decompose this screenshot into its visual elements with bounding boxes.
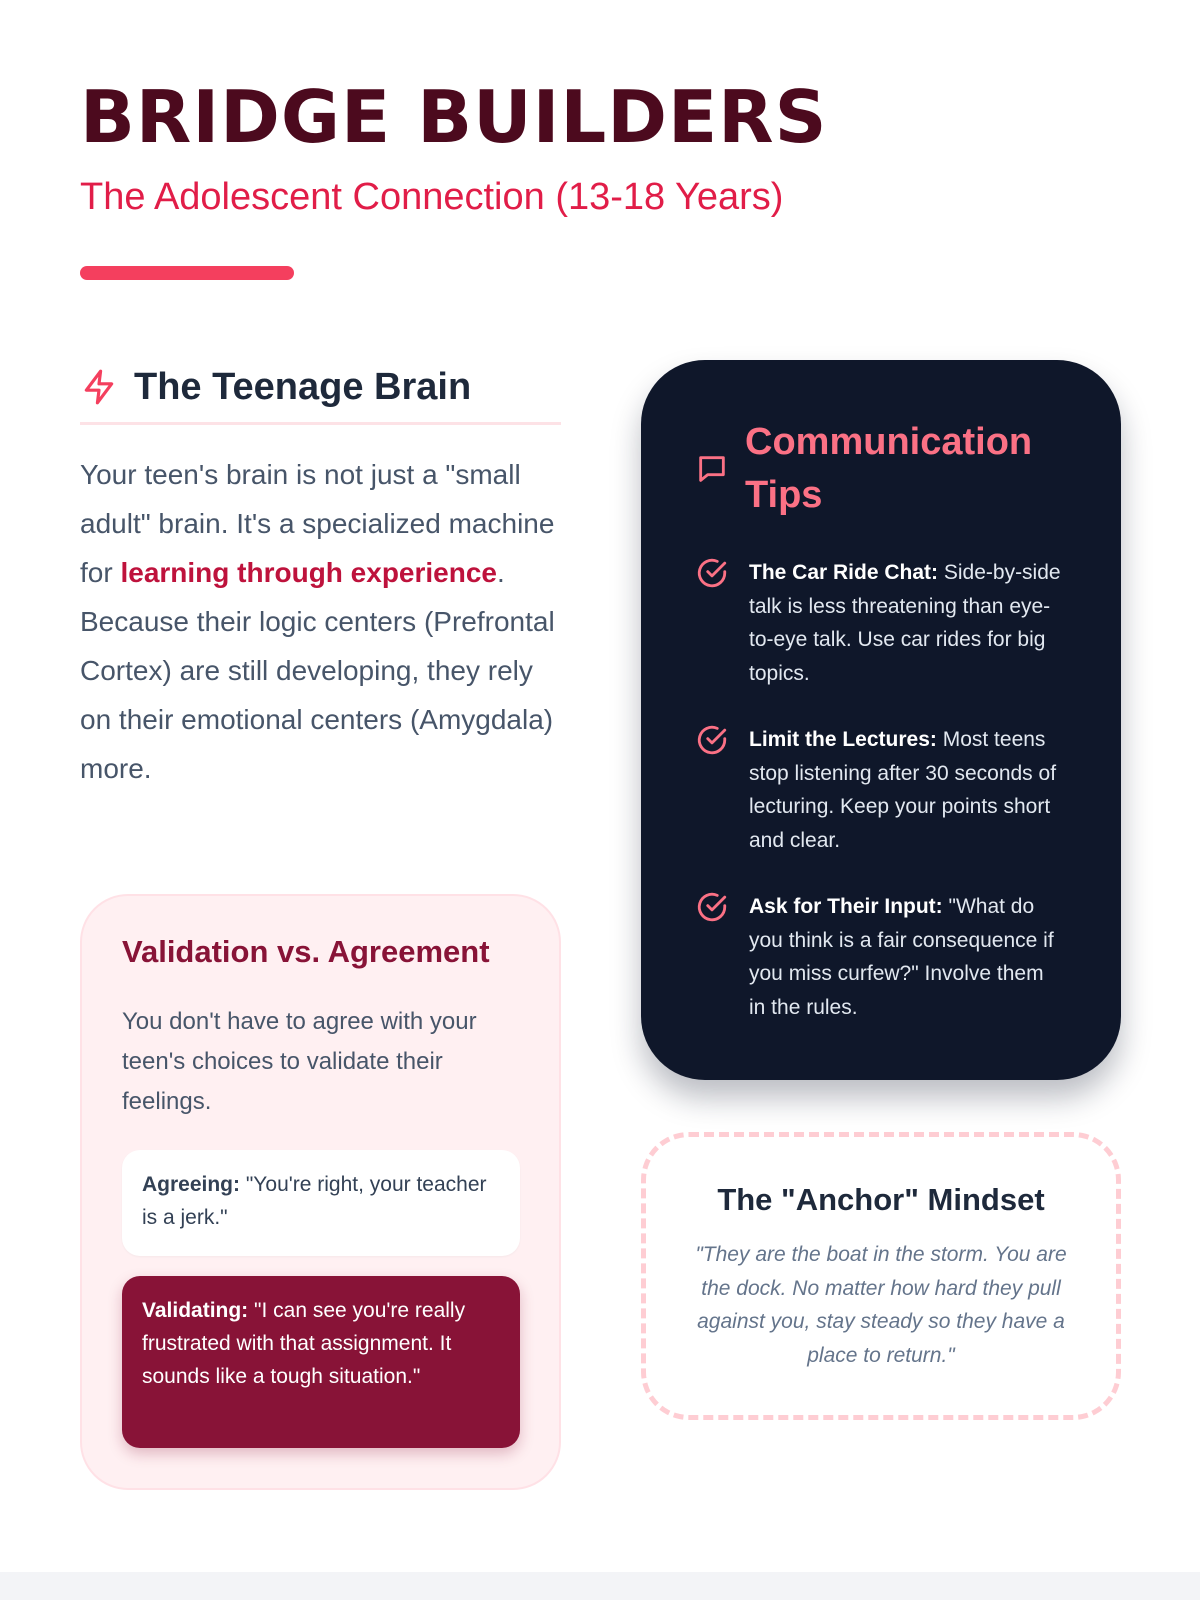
brain-text-highlight: learning through experience	[120, 557, 497, 588]
tip-text	[749, 723, 1065, 857]
teenage-brain-heading: The Teenage Brain	[134, 366, 472, 408]
tip-item	[695, 556, 1065, 690]
page-subtitle: The Adolescent Connection (13-18 Years)	[80, 176, 784, 218]
tip-text	[749, 890, 1065, 1024]
chat-bubble-icon	[695, 452, 729, 486]
validation-description: You don't have to agree with your teen's choices to validate their feelings.	[122, 1008, 477, 1115]
teenage-brain-header	[80, 360, 561, 425]
tip-item	[695, 723, 1065, 857]
brain-text-part-2: . Because their logic centers (Prefrontal Cortex) are still developing, they rely on their emotional centers (Amygdala) more.	[80, 557, 555, 784]
bottom-strip	[0, 1572, 1200, 1600]
validating-label: Validating:	[142, 1299, 249, 1322]
agreeing-label: Agreeing:	[142, 1173, 241, 1196]
accent-divider	[80, 266, 294, 280]
tips-header	[695, 416, 1075, 522]
tip-body: Side-by-side talk is less threatening than eye-to-eye talk. Use car rides for big topics.	[749, 561, 1061, 685]
tip-body: Most teens stop listening after 30 seconds of lecturing. Keep your points short and clear.	[749, 728, 1057, 852]
tip-body: "What do you think is a fair consequence if you miss curfew?" Involve them in the rules.	[749, 895, 1054, 1019]
anchor-quote: "They are the boat in the storm. You are the dock. No matter how hard they pull against you, stay steady so they have a place to return."	[695, 1243, 1067, 1367]
check-circle-icon	[695, 723, 729, 757]
tip-text	[749, 556, 1065, 690]
tip-title: Ask for Their Input:	[749, 895, 943, 918]
teenage-brain-text	[80, 450, 564, 793]
brain-text-part-1: Your teen's brain is not just a "small adult" brain. It's a specialized machine for	[80, 459, 555, 588]
agreeing-example	[122, 1150, 520, 1256]
validating-text: "I can see you're really frustrated with that assignment. It sounds like a tough situation."	[142, 1299, 466, 1388]
lightning-icon	[80, 368, 118, 406]
anchor-heading: The "Anchor" Mindset	[717, 1182, 1045, 1217]
tip-title: The Car Ride Chat:	[749, 561, 939, 584]
tips-heading: Communication Tips	[745, 421, 1033, 516]
agreeing-text: "You're right, your teacher is a jerk."	[142, 1173, 487, 1229]
check-circle-icon	[695, 890, 729, 924]
communication-tips-card	[641, 360, 1121, 1080]
tip-item	[695, 890, 1065, 1024]
check-circle-icon	[695, 556, 729, 590]
tip-title: Limit the Lectures:	[749, 728, 937, 751]
anchor-mindset-card	[641, 1132, 1121, 1420]
validating-example	[122, 1276, 520, 1448]
page-title: BRIDGE BUILDERS	[80, 75, 828, 159]
validation-card	[80, 894, 561, 1490]
validation-heading: Validation vs. Agreement	[122, 934, 490, 969]
